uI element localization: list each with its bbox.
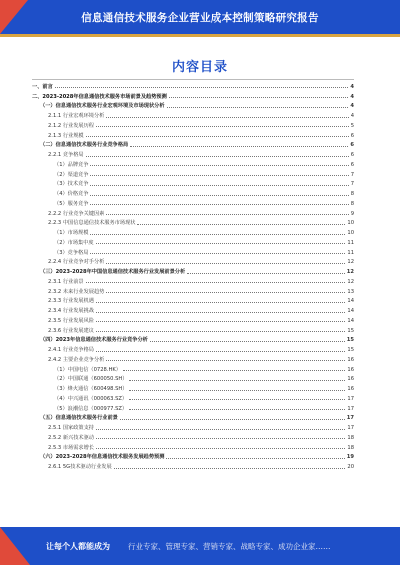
toc-entry-label: 2.1.2 行业发展历程 bbox=[48, 122, 94, 129]
toc-leader-dots bbox=[96, 126, 349, 127]
toc-entry[interactable] bbox=[32, 129, 354, 139]
toc-leader-dots bbox=[90, 253, 345, 254]
toc-entry[interactable] bbox=[32, 226, 354, 236]
toc-entry[interactable] bbox=[32, 334, 354, 344]
toc-leader-dots bbox=[167, 107, 349, 108]
toc-entry-page: 14 bbox=[347, 298, 354, 305]
toc-entry-label: （四）2023年信息通信技术服务行业竞争分析 bbox=[40, 337, 148, 344]
toc-entry-label: 2.3.2 未来行业发展趋势 bbox=[48, 288, 105, 295]
toc-entry-label: （5）服务竞争 bbox=[54, 200, 89, 207]
toc-entry-label: 一、前言 bbox=[32, 83, 53, 90]
toc-entry-label: 2.3.1 行业前景 bbox=[48, 278, 84, 285]
toc-leader-dots bbox=[120, 419, 345, 420]
toc-entry-page: 16 bbox=[347, 366, 354, 373]
toc-entry-page: 12 bbox=[347, 278, 354, 285]
toc-entry[interactable] bbox=[32, 187, 354, 197]
toc-leader-dots bbox=[123, 370, 345, 371]
toc-leader-dots bbox=[96, 448, 345, 449]
toc-entry-label: （六）2023-2028年信息通信技术服务发展趋势预测 bbox=[40, 454, 165, 461]
toc-leader-dots bbox=[106, 117, 348, 118]
toc-entry-label: （2）中国联通（600050.SH） bbox=[54, 376, 128, 383]
toc-leader-dots bbox=[129, 399, 345, 400]
toc-leader-dots bbox=[90, 165, 348, 166]
toc-entry-page: 14 bbox=[347, 308, 354, 314]
footer-roles: 行业专家、管理专家、营销专家、战略专家、成功企业家…… bbox=[128, 541, 331, 551]
toc-entry-label: （1）品牌竞争 bbox=[54, 161, 89, 168]
toc-leader-dots bbox=[166, 458, 344, 459]
report-title: 信息通信技术服务企业营业成本控制策略研究报告 bbox=[81, 11, 319, 24]
toc-entry-page: 15 bbox=[347, 327, 354, 334]
toc-entry-label: 2.6.1 5G技术驱动行业发展 bbox=[48, 464, 112, 470]
toc-entry[interactable] bbox=[32, 363, 354, 373]
toc-entry-label: （3）技术竞争 bbox=[54, 181, 89, 188]
toc-entry[interactable] bbox=[32, 139, 354, 149]
toc-leader-dots bbox=[106, 360, 345, 361]
toc-entry[interactable] bbox=[32, 382, 354, 392]
toc-entry-page: 15 bbox=[346, 337, 354, 344]
toc-entry[interactable] bbox=[32, 100, 354, 110]
toc-entry[interactable] bbox=[32, 148, 354, 158]
toc-entry[interactable] bbox=[32, 441, 354, 451]
toc-entry[interactable] bbox=[32, 460, 354, 470]
toc-entry-page: 16 bbox=[347, 376, 354, 383]
toc-leader-dots bbox=[96, 429, 345, 430]
toc-entry-label: 2.2.4 行业竞争对手分析 bbox=[48, 259, 105, 266]
toc-leader-dots bbox=[114, 468, 346, 469]
toc-entry-page: 8 bbox=[350, 200, 354, 207]
toc-entry[interactable] bbox=[32, 80, 354, 90]
toc-entry-label: 2.5.2 新兴技术驱动 bbox=[48, 434, 94, 441]
toc-leader-dots bbox=[106, 292, 345, 293]
toc-entry-page: 12 bbox=[347, 259, 354, 266]
toc-entry-page: 6 bbox=[350, 142, 354, 149]
toc-entry-label: 2.5.3 市场需求增长 bbox=[48, 444, 94, 451]
toc-entry[interactable] bbox=[32, 451, 354, 461]
toc-entry-page: 18 bbox=[347, 444, 354, 451]
toc-entry-label: （3）竞争格局 bbox=[54, 249, 89, 256]
toc-entry-page: 11 bbox=[347, 239, 354, 246]
toc-entry-label: 2.3.6 行业发展建议 bbox=[48, 327, 94, 334]
toc-entry[interactable] bbox=[32, 217, 354, 227]
toc-entry-label: 2.2.2 行业竞争关键因素 bbox=[48, 210, 105, 217]
toc-entry[interactable] bbox=[32, 236, 354, 246]
toc-entry-page: 4 bbox=[350, 113, 354, 119]
toc-leader-dots bbox=[90, 175, 348, 176]
toc-entry-label: 2.1.3 行业规模 bbox=[48, 132, 84, 139]
toc-entry[interactable] bbox=[32, 431, 354, 441]
report-header bbox=[0, 0, 400, 37]
toc-entry[interactable] bbox=[32, 295, 354, 305]
toc-entry[interactable] bbox=[32, 421, 354, 431]
toc-entry[interactable] bbox=[32, 314, 354, 324]
header-red-accent bbox=[0, 0, 28, 34]
toc-entry-label: （二）信息通信技术服务行业竞争格局 bbox=[40, 142, 129, 149]
toc-entry-page: 15 bbox=[347, 347, 354, 353]
toc-entry-page: 9 bbox=[350, 210, 354, 217]
toc-leader-dots bbox=[96, 321, 345, 322]
toc-entry-label: （三）2023-2028年中国信息通信技术服务行业发展前景分析 bbox=[40, 269, 186, 275]
toc-entry-page: 7 bbox=[350, 181, 354, 188]
toc-entry-label: 2.4.1 行业竞争格局 bbox=[48, 347, 94, 353]
toc-entry-page: 13 bbox=[347, 288, 354, 295]
toc-entry-label: 2.4.2 主要企业竞争分析 bbox=[48, 356, 105, 363]
toc-entry-page: 4 bbox=[350, 93, 354, 100]
toc-entry-page: 20 bbox=[347, 464, 354, 470]
toc-entry-page: 6 bbox=[350, 161, 354, 168]
toc-entry-page: 7 bbox=[350, 171, 354, 178]
toc-entry-label: 2.3.5 行业发展风险 bbox=[48, 317, 94, 324]
toc-entry[interactable] bbox=[32, 285, 354, 295]
toc-entry-page: 19 bbox=[346, 454, 354, 461]
toc-entry[interactable] bbox=[32, 168, 354, 178]
toc-leader-dots bbox=[96, 438, 345, 439]
toc-entry[interactable] bbox=[32, 207, 354, 217]
toc-entry-label: （1）中国电信（0728.HK） bbox=[54, 366, 121, 373]
toc-entry-page: 16 bbox=[347, 356, 354, 363]
toc-entry-label: （1）市场规模 bbox=[54, 230, 89, 236]
toc-entry-label: 2.2.1 竞争格局 bbox=[48, 152, 84, 158]
toc-leader-dots bbox=[90, 195, 348, 196]
toc-entry[interactable] bbox=[32, 246, 354, 256]
toc-entry-label: （4）价格竞争 bbox=[54, 191, 89, 197]
toc-entry-page: 4 bbox=[350, 83, 354, 90]
toc-leader-dots bbox=[86, 282, 346, 283]
toc-entry[interactable] bbox=[32, 392, 354, 402]
toc-leader-dots bbox=[130, 146, 348, 147]
toc-entry-page: 4 bbox=[350, 103, 354, 110]
toc-entry[interactable] bbox=[32, 353, 354, 363]
toc-leader-dots bbox=[150, 341, 345, 342]
toc-entry[interactable] bbox=[32, 402, 354, 412]
toc-leader-dots bbox=[169, 97, 349, 98]
toc-leader-dots bbox=[129, 409, 345, 410]
toc-entry-label: 2.5.1 国家政策支持 bbox=[48, 425, 94, 431]
toc-entry-page: 17 bbox=[347, 395, 354, 402]
toc-entry-label: （4）中兴通讯（000063.SZ） bbox=[54, 395, 128, 402]
toc-entry-page: 17 bbox=[346, 415, 354, 422]
toc-entry-page: 16 bbox=[347, 386, 354, 392]
toc-entry-page: 17 bbox=[347, 425, 354, 431]
toc-entry-page: 10 bbox=[347, 220, 354, 227]
footer-red-accent bbox=[0, 527, 30, 565]
toc-entry-page: 8 bbox=[350, 191, 354, 197]
toc-leader-dots bbox=[90, 185, 348, 186]
toc-entry-label: （五）信息通信技术服务行业前景 bbox=[40, 415, 118, 422]
toc-entry[interactable] bbox=[32, 197, 354, 207]
report-footer bbox=[0, 527, 400, 565]
toc-leader-dots bbox=[137, 224, 345, 225]
toc-entry[interactable] bbox=[32, 90, 354, 100]
toc-entry[interactable] bbox=[32, 275, 354, 285]
toc-entry-label: 2.3.3 行业发展机遇 bbox=[48, 298, 94, 305]
toc-entry-label: （2）渠道竞争 bbox=[54, 171, 89, 178]
toc-leader-dots bbox=[86, 136, 349, 137]
toc-leader-dots bbox=[55, 87, 349, 88]
toc-entry-page: 12 bbox=[346, 269, 354, 275]
toc-entry[interactable] bbox=[32, 178, 354, 188]
toc-entry-label: （3）烽火通信（600498.SH） bbox=[54, 386, 128, 392]
toc-entry-label: 2.3.4 行业发展挑战 bbox=[48, 308, 94, 314]
toc-entry[interactable] bbox=[32, 158, 354, 168]
toc-entry-page: 14 bbox=[347, 317, 354, 324]
toc-entry[interactable] bbox=[32, 373, 354, 383]
toc-entry-page: 5 bbox=[350, 122, 354, 129]
toc-entry-page: 6 bbox=[350, 132, 354, 139]
toc-leader-dots bbox=[96, 312, 345, 313]
toc-leader-dots bbox=[90, 204, 348, 205]
toc-entry[interactable] bbox=[32, 119, 354, 129]
toc-entry[interactable] bbox=[32, 412, 354, 422]
toc-entry-page: 18 bbox=[347, 434, 354, 441]
toc-leader-dots bbox=[96, 243, 346, 244]
toc-leader-dots bbox=[129, 380, 345, 381]
toc-entry[interactable] bbox=[32, 265, 354, 275]
toc-entry[interactable] bbox=[32, 304, 354, 314]
toc-entry[interactable] bbox=[32, 109, 354, 119]
toc-entry-label: 2.1.1 行业宏观环境分析 bbox=[48, 113, 105, 119]
toc-leader-dots bbox=[129, 390, 345, 391]
toc-entry-page: 17 bbox=[347, 405, 354, 412]
toc-leader-dots bbox=[90, 234, 345, 235]
toc-entry-label: （一）信息通信技术服务行业宏观环境及市场现状分析 bbox=[40, 103, 165, 110]
toc-entry-label: 二、2023-2028年信息通信技术服务市场前景及趋势预测 bbox=[32, 93, 167, 100]
toc-leader-dots bbox=[106, 214, 348, 215]
toc-leader-dots bbox=[96, 302, 345, 303]
toc-leader-dots bbox=[106, 263, 345, 264]
toc-entry[interactable] bbox=[32, 343, 354, 353]
toc-entry[interactable] bbox=[32, 324, 354, 334]
toc-leader-dots bbox=[96, 331, 345, 332]
footer-slogan: 让每个人都能成为 bbox=[46, 541, 110, 551]
table-of-contents bbox=[32, 80, 354, 470]
toc-entry-page: 10 bbox=[347, 230, 354, 236]
toc-entry-label: 2.2.3 中国信息通信技术服务市场现状 bbox=[48, 220, 136, 227]
toc-leader-dots bbox=[86, 156, 349, 157]
toc-heading: 内容目录 bbox=[171, 60, 228, 75]
toc-leader-dots bbox=[96, 351, 345, 352]
toc-entry-page: 11 bbox=[347, 249, 354, 256]
toc-leader-dots bbox=[187, 273, 345, 274]
toc-entry-page: 6 bbox=[350, 152, 354, 158]
toc-entry-label: （2）市场集中度 bbox=[54, 239, 94, 246]
toc-entry[interactable] bbox=[32, 256, 354, 266]
toc-entry-label: （5）浪潮信息（000977.SZ） bbox=[54, 405, 128, 412]
